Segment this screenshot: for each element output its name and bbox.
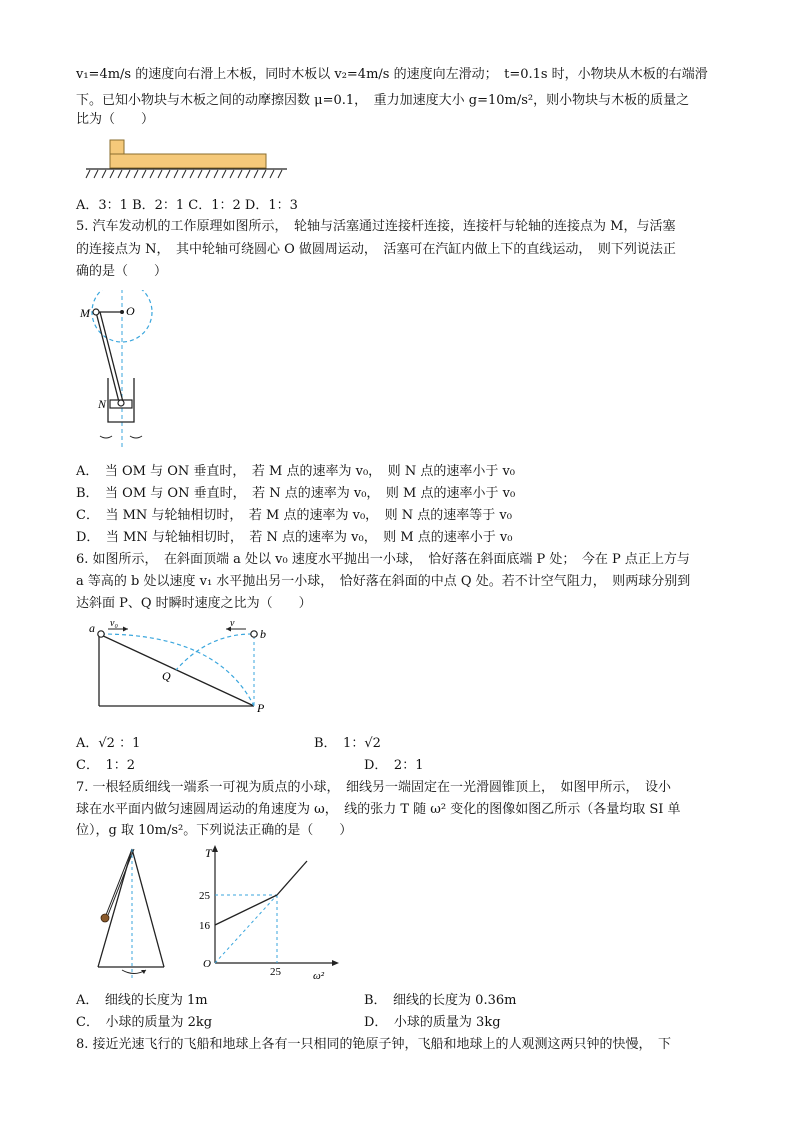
q7-option-a: A． 细线的长度为 1m bbox=[76, 993, 208, 1008]
break-mark-right bbox=[130, 436, 142, 438]
q6-option-c: C． 1：2 bbox=[76, 758, 135, 773]
label-v0: v₀ bbox=[110, 618, 118, 629]
q6-stem-line2: a 等高的 b 处以速度 v₁ 水平抛出另一小球， 恰好落在斜面的中点 Q 处。若不计空气阻力， 则两球分别到 bbox=[76, 574, 691, 589]
label-a: a bbox=[89, 621, 95, 635]
block-on-board-figure bbox=[84, 138, 289, 183]
q5-option-c: C． 当 MN 与轮轴相切时， 若 M 点的速率为 v₀， 则 N 点的速率等于 v₀ bbox=[76, 508, 512, 523]
q7-option-b: B． 细线的长度为 0.36m bbox=[364, 993, 517, 1008]
engine-crank-figure bbox=[78, 290, 178, 455]
ball-b bbox=[251, 631, 257, 637]
q5-option-b: B． 当 OM 与 ON 垂直时， 若 N 点的速率为 v₀， 则 M 点的速率小于 v₀ bbox=[76, 486, 516, 501]
tick-y25: 25 bbox=[199, 890, 210, 902]
ball-a bbox=[98, 631, 104, 637]
q4-stem-line3: 比为（ ） bbox=[76, 112, 155, 127]
label-p: P bbox=[257, 701, 265, 715]
cone-right-side bbox=[132, 849, 164, 967]
joint-m bbox=[93, 309, 99, 315]
q8-stem-line1: 8. 接近光速飞行的飞船和地球上各有一只相同的铯原子钟，飞船和地球上的人观测这两只钟的快慢， 下 bbox=[76, 1037, 672, 1052]
graph-segment-2 bbox=[277, 861, 307, 895]
q7-stem-line3: 位），g 取 10m/s²。下列说法正确的是（ ） bbox=[76, 823, 353, 838]
label-w-axis: ω² bbox=[313, 970, 325, 982]
label-v: v bbox=[230, 618, 235, 629]
label-n: N bbox=[98, 397, 107, 411]
q5-option-d: D． 当 MN 与轮轴相切时， 若 N 点的速率为 v₀， 则 M 点的速率小于 v₀ bbox=[76, 530, 513, 545]
string-line1 bbox=[106, 849, 132, 915]
incline-projectile-figure bbox=[88, 618, 278, 718]
label-q: Q bbox=[162, 669, 171, 683]
q5-stem-line3: 确的是（ ） bbox=[76, 264, 168, 279]
q7-option-c: C． 小球的质量为 2kg bbox=[76, 1015, 213, 1030]
joint-n bbox=[118, 400, 124, 406]
q6-option-b: B． 1：√2 bbox=[314, 736, 381, 751]
graph-segment-1 bbox=[215, 895, 277, 925]
q7-stem-line1: 7. 一根轻质细线一端系一可视为质点的小球， 细线另一端固定在一光滑圆锥顶上， 如图甲所示， 设小 bbox=[76, 780, 672, 795]
tick-x25: 25 bbox=[270, 966, 281, 978]
t-axis-arrow bbox=[212, 845, 218, 852]
label-origin: O bbox=[203, 958, 211, 970]
q6-stem-line1: 6. 如图所示， 在斜面顶端 a 处以 v₀ 速度水平抛出一小球， 恰好落在斜面底端 P 处； 今在 P 点正上方与 bbox=[76, 552, 690, 567]
q6-option-a: A．√2 ：1 bbox=[76, 736, 141, 751]
arrow-v0-head bbox=[123, 627, 128, 632]
q7-stem-line2: 球在水平面内做匀速圆周运动的角速度为 ω， 线的张力 T 随 ω² 变化的图像如图乙所示（各量均取 SI 单 bbox=[76, 802, 681, 817]
w-axis-arrow bbox=[332, 960, 339, 966]
q6-option-d: D． 2：1 bbox=[364, 758, 424, 773]
center-point-o bbox=[120, 310, 124, 314]
tension-omega-graph bbox=[195, 843, 345, 983]
ground-hatching bbox=[86, 170, 282, 178]
q4-stem-line2: 下。已知小物块与木板之间的动摩擦因数 μ=0.1， 重力加速度大小 g=10m/s²，则小物块与木板的质量之 bbox=[76, 93, 690, 108]
q4-stem-line1: v₁=4m/s 的速度向右滑上木板，同时木板以 v₂=4m/s 的速度向左滑动； t=0.1s 时，小物块从木板的右端滑 bbox=[76, 67, 708, 82]
q5-option-a: A． 当 OM 与 ON 垂直时， 若 M 点的速率为 v₀， 则 N 点的速率小于 v₀ bbox=[76, 464, 516, 479]
label-o: O bbox=[126, 304, 135, 318]
connecting-rod-line2 bbox=[100, 312, 123, 402]
q6-stem-line3: 达斜面 P、Q 时瞬时速度之比为（ ） bbox=[76, 596, 312, 611]
string-line2 bbox=[108, 849, 134, 915]
trajectory-b-to-q bbox=[176, 634, 252, 670]
small-block bbox=[110, 140, 124, 154]
ball-on-cone bbox=[101, 914, 109, 922]
guide-diagonal bbox=[215, 895, 277, 963]
label-b: b bbox=[260, 627, 266, 641]
q5-stem-line1: 5. 汽车发动机的工作原理如图所示， 轮轴与活塞通过连接杆连接，连接杆与轮轴的连接点为 M，与活塞 bbox=[76, 219, 676, 234]
q4-options: A．3：1 B．2：1 C．1：2 D．1：3 bbox=[76, 198, 298, 213]
break-mark-left bbox=[100, 436, 112, 438]
q7-option-d: D． 小球的质量为 3kg bbox=[364, 1015, 501, 1030]
tick-y16: 16 bbox=[199, 920, 210, 932]
q5-stem-line2: 的连接点为 N， 其中轮轴可绕圆心 O 做圆周运动， 活塞可在汽缸内做上下的直线运动， 则下列说法正 bbox=[76, 242, 676, 257]
label-m: M bbox=[80, 306, 90, 320]
wooden-board bbox=[110, 154, 266, 168]
label-t-axis: T bbox=[205, 846, 212, 860]
cone-figure bbox=[90, 843, 190, 983]
